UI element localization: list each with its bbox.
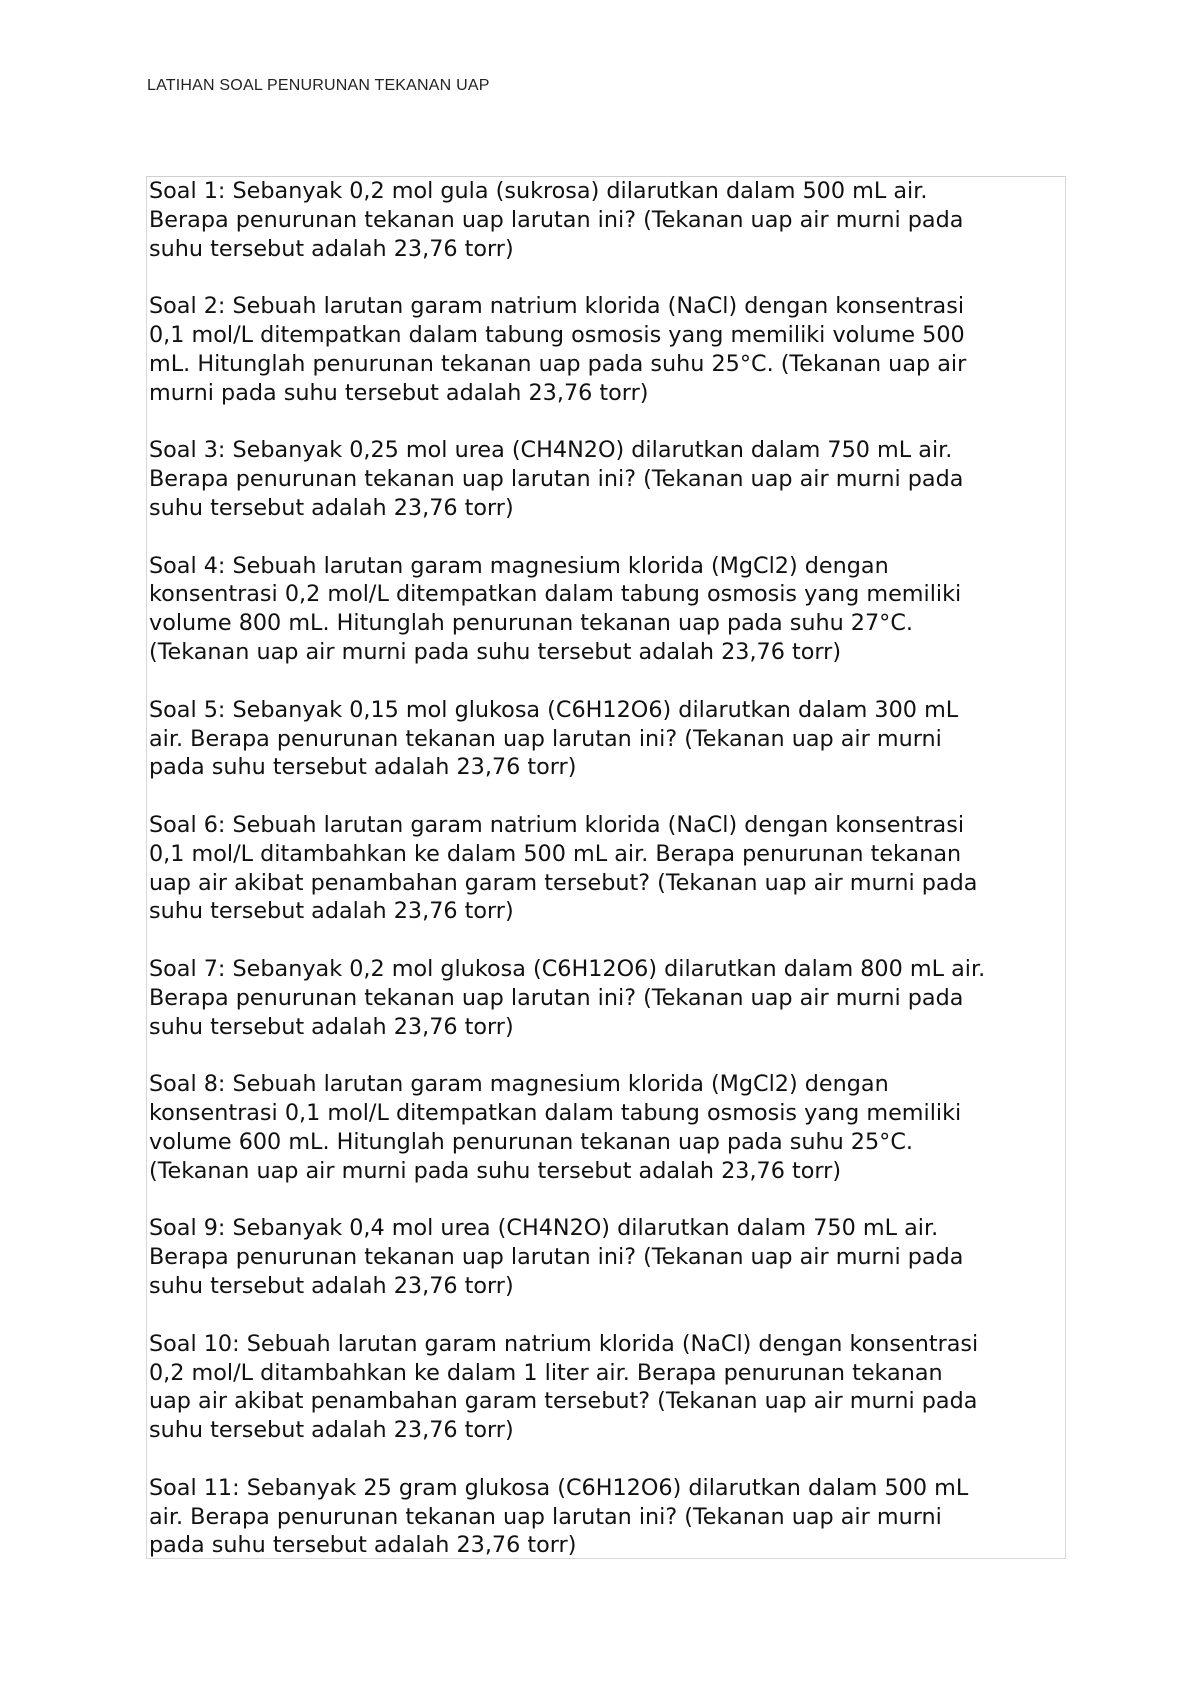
question-3: Soal 3: Sebanyak 0,25 mol urea (CH4N2O) dilarutkan dalam 750 mL air. Berapa penurunan tekanan uap larutan ini? (Tekanan uap air murni pada suhu tersebut adalah 23,76 torr) — [149, 437, 964, 521]
question-7: Soal 7: Sebanyak 0,2 mol glukosa (C6H12O6) dilarutkan dalam 800 mL air. Berapa penurunan tekanan uap larutan ini? (Tekanan uap air murni pada suhu tersebut adalah 23,76 torr) — [149, 956, 986, 1040]
question-list — [146, 176, 1066, 1559]
question-2: Soal 2: Sebuah larutan garam natrium klorida (NaCl) dengan konsentrasi 0,1 mol/L ditempatkan dalam tabung osmosis yang memiliki volume 500 mL. Hitunglah penurunan tekanan uap pada suhu 25°C. (Tekanan uap air murni pada suhu tersebut adalah 23,76 torr) — [149, 293, 967, 406]
question-6: Soal 6: Sebuah larutan garam natrium klorida (NaCl) dengan konsentrasi 0,1 mol/L ditambahkan ke dalam 500 mL air. Berapa penurunan tekanan uap air akibat penambahan garam tersebut? (Tekanan uap air murni pada suhu tersebut adalah 23,76 torr) — [149, 812, 978, 925]
question-1: Soal 1: Sebanyak 0,2 mol gula (sukrosa) dilarutkan dalam 500 mL air. Berapa penurunan tekanan uap larutan ini? (Tekanan uap air murni pada suhu tersebut adalah 23,76 torr) — [149, 178, 964, 262]
question-10: Soal 10: Sebuah larutan garam natrium klorida (NaCl) dengan konsentrasi 0,2 mol/L ditambahkan ke dalam 1 liter air. Berapa penurunan tekanan uap air akibat penambahan garam tersebut? (Tekanan uap air murni pada suhu tersebut adalah 23,76 torr) — [149, 1330, 979, 1444]
question-4: Soal 4: Sebuah larutan garam magnesium klorida (MgCl2) dengan konsentrasi 0,2 mol/L ditempatkan dalam tabung osmosis yang memiliki volume 800 mL. Hitunglah penurunan tekanan uap pada suhu 27°C. (Tekanan uap air murni pada suhu tersebut adalah 23,76 torr) — [149, 552, 962, 666]
question-9: Soal 9: Sebanyak 0,4 mol urea (CH4N2O) dilarutkan dalam 750 mL air. Berapa penurunan tekanan uap larutan ini? (Tekanan uap air murni pada suhu tersebut adalah 23,76 torr) — [149, 1215, 964, 1300]
question-8: Soal 8: Sebuah larutan garam magnesium klorida (MgCl2) dengan konsentrasi 0,1 mol/L ditempatkan dalam tabung osmosis yang memiliki volume 600 mL. Hitunglah penurunan tekanan uap pada suhu 25°C. (Tekanan uap air murni pada suhu tersebut adalah 23,76 torr) — [149, 1071, 962, 1184]
question-5: Soal 5: Sebanyak 0,15 mol glukosa (C6H12O6) dilarutkan dalam 300 mL air. Berapa penurunan tekanan uap larutan ini? (Tekanan uap air murni pada suhu tersebut adalah 23,76 torr) — [149, 696, 959, 781]
question-11: Soal 11: Sebanyak 25 gram glukosa (C6H12O6) dilarutkan dalam 500 mL air. Berapa penurunan tekanan uap larutan ini? (Tekanan uap air murni pada suhu tersebut adalah 23,76 torr) — [149, 1474, 969, 1559]
page-title: LATIHAN SOAL PENURUNAN TEKANAN UAP — [147, 77, 490, 94]
